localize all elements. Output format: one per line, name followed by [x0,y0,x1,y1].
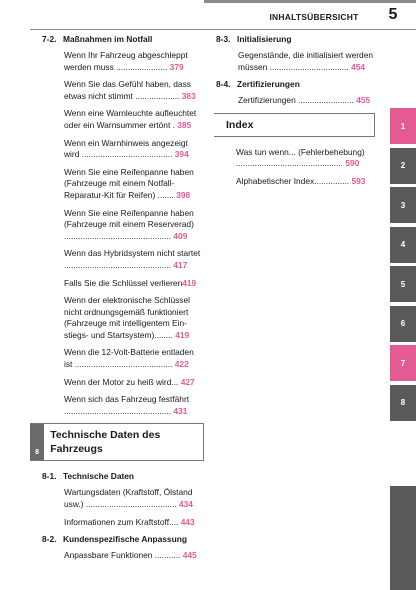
section-number: 8-2. [42,534,57,545]
entry-text: Wenn ein Warnhinweis angezeigt wird ....................................... [64,137,188,160]
chapter-tab-4[interactable]: 4 [390,227,416,263]
section-number: 7-2. [42,34,57,44]
entry-page: 431 [173,405,188,416]
toc-entry[interactable] [64,248,204,271]
toc-entry[interactable] [64,79,204,102]
edge-bar [390,486,416,590]
entry-page: 443 [180,516,195,527]
chapter-tab-1[interactable]: 1 [390,108,416,144]
chapter-tab-3[interactable]: 3 [390,187,416,223]
section-title: Initialisierung [237,34,292,44]
section-entries [64,50,204,417]
section-number: 8-3. [216,34,231,44]
entry-page: 419 [175,329,190,340]
entry-text: Informationen zum Kraftstoff.... [64,516,179,527]
section-entries [238,50,376,73]
index-entries [236,147,376,188]
toc-entry[interactable] [236,147,376,170]
entry-text: Wenn die 12-Volt-Batterie entladen ist .......................................... [64,347,194,370]
section-entries [64,487,204,528]
section-number: 8-1. [42,471,57,482]
section-heading [42,471,204,481]
entry-text: Wenn sich das Fahrzeug festfährt .............................................. [64,394,190,416]
entry-text: Wenn eine Warnleuchte aufleuchtet oder ein Warnsummer ertönt . [64,108,197,130]
section-title: Zertifizierungen [237,79,300,90]
entry-text: Wenn Ihr Fahrzeug abgeschleppt werden muss ...................... [64,50,188,72]
page-number: 5 [388,6,398,23]
toc-entry[interactable] [64,377,204,389]
entry-text: Wartungsdaten (Kraftstoff, Ölstand usw.) ....................................... [64,487,193,510]
entry-page: 385 [177,119,192,130]
section-heading [42,534,204,544]
entry-page: 394 [174,149,189,160]
section-heading [216,79,376,89]
entry-text: Anpassbare Funktionen ........... [64,550,181,561]
chapter-tab-8[interactable]: 8 [390,385,416,421]
right-column [216,34,376,194]
toc-entry[interactable] [64,208,204,243]
toc-entry[interactable] [64,394,204,417]
toc-entry[interactable] [64,167,204,202]
chapter-heading-8[interactable] [30,423,204,461]
chapter-tab-2[interactable]: 2 [390,148,416,184]
section-title: Technische Daten [63,471,135,482]
entry-page: 455 [356,95,371,106]
chapter-number: 8 [30,424,44,460]
entry-page: 445 [182,550,197,561]
header-rule [30,29,416,30]
entry-text: Wenn Sie eine Reifenpanne haben (Fahrzeuge mit einem Notfall-Reparatur-Kit für Reifen) ....... [64,166,194,200]
toc-entry[interactable] [64,138,204,161]
toc-entry[interactable] [64,50,204,73]
chapter-tabs [390,108,416,424]
chapter-heading-index[interactable] [214,113,375,137]
entry-text: Wenn das Hybridsystem nicht startet .............................................. [64,248,201,270]
chapter-tab-7[interactable]: 7 [390,345,416,381]
entry-text: Wenn der Motor zu heiß wird... [64,376,179,387]
chapter-tab-5[interactable]: 5 [390,266,416,302]
toc-entry[interactable] [64,295,204,341]
entry-text: Zertifizierungen ........................ [238,95,354,106]
entry-page: 590 [345,158,360,169]
chapter-title: Technische Daten des Fahrzeugs [50,429,161,456]
entry-page: 427 [180,376,195,387]
entry-page: 422 [174,359,189,370]
entry-page: 409 [173,230,188,241]
entry-page: 419 [182,277,197,288]
section-heading [42,34,204,44]
entry-text: Gegenstände, die initialisiert werden müssen .................................. [238,50,374,72]
toc-entry[interactable] [64,108,204,131]
section-title: Kundenspezifische Anpassung [63,534,187,545]
header-title: INHALTSÜBERSICHT [269,12,359,22]
section-title: Maßnahmen im Notfall [63,34,153,44]
entry-page: 383 [181,90,196,101]
entry-text: Alphabetischer Index............... [236,175,350,186]
toc-entry[interactable] [64,487,204,510]
chapter-title: Index [226,118,254,131]
section-heading [216,34,376,44]
section-entries [238,95,376,107]
entry-page: 434 [178,499,193,510]
toc-entry[interactable] [238,50,376,73]
toc-entry[interactable] [64,347,204,370]
chapter-tab-6[interactable]: 6 [390,306,416,342]
entry-page: 379 [169,61,184,72]
toc-entry[interactable] [64,278,204,290]
entry-text: Was tun wenn... (Fehlerbehebung) .............................................. [236,146,365,169]
toc-entry[interactable] [236,176,376,188]
header-top-bar [204,0,416,3]
section-entries [64,550,204,562]
section-number: 8-4. [216,79,231,90]
entry-text: Wenn Sie eine Reifenpanne haben (Fahrzeuge mit einem Reserverad) .............................................. [64,207,194,241]
entry-page: 398 [176,189,191,200]
toc-entry[interactable] [64,517,204,529]
entry-text: Falls Sie die Schlüssel verlieren [64,277,183,288]
left-column [35,34,204,568]
entry-page: 417 [173,259,188,270]
entry-text: Wenn der elektronische Schlüssel nicht ordnungsgemäß funktioniert (Fahrzeuge mit intelligentem Ein-stiegs- und Startsystem)........ [64,295,191,340]
entry-text: Wenn Sie das Gefühl haben, dass etwas nicht stimmt ................... [64,79,191,101]
entry-page: 454 [351,61,366,72]
entry-page: 593 [351,175,366,186]
toc-entry[interactable] [64,550,204,562]
toc-entry[interactable] [238,95,376,107]
